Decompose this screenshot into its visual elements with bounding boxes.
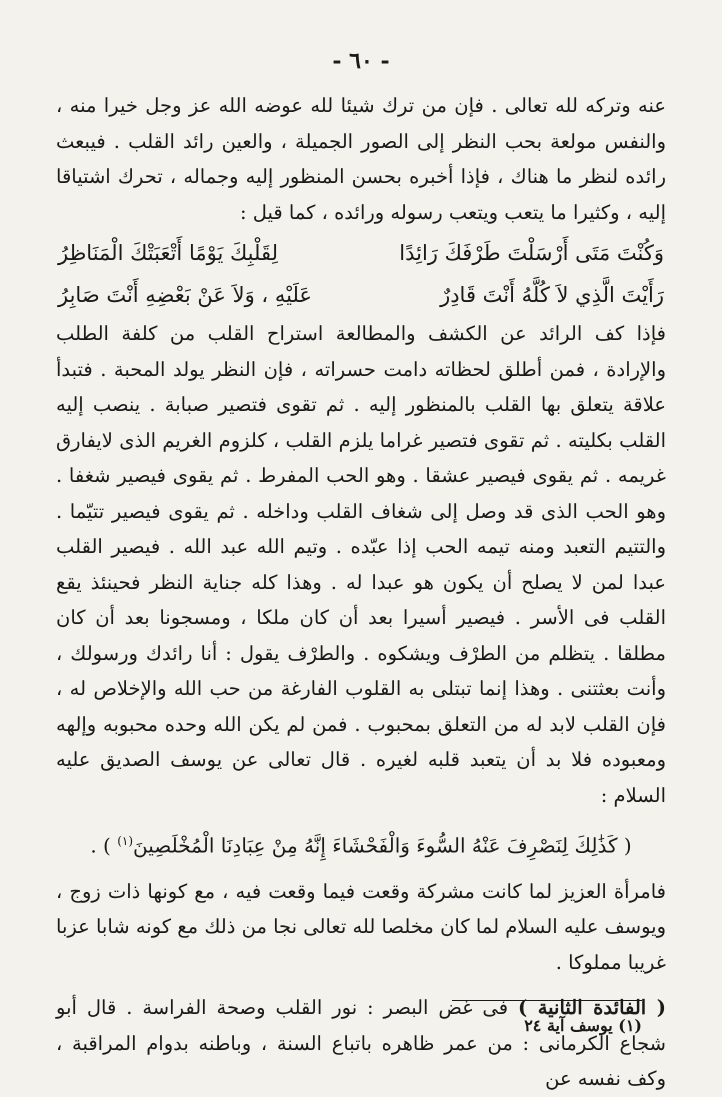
verse-2-second-hemistich: عَلَيْهِ ، وَلاَ عَنْ بَعْضِهِ أَنْتَ صَابِرُ — [58, 283, 312, 307]
poetry-verses — [56, 232, 666, 316]
footnote-divider — [452, 1000, 642, 1001]
paragraph-2: فإذا كف الرائد عن الكشف والمطالعة استراح القلب من كلفة الطلب والإرادة ، فمن أطلق لحظاته دامت حسراته ، فإن النظر يولد المحبة . فتبدأ علاقة يتعلق بها القلب بالمنظور إليه . ثم تقوى فتصير صبابة . ينصب إليه القلب بكليته . ثم تقوى فتصير غراما يلزم القلب ، كلزوم الغريم الذى لايفارق غريمه . ثم يقوى فيصير عشقا . وهو الحب المفرط . ثم يقوى فيصير شغفا . وهو الحب الذى قد وصل إلى شغاف القلب وداخله . ثم يقوى فيصير تتيّما . والتتيم التعبد ومنه تيمه الحب إذا عبّده . وتيم الله عبد الله . فيصير القلب عبدا لمن لا يصلح أن يكون هو عبدا له . وهذا كله جناية النظر فحينئذ يقع القلب فى الأسر . فيصير أسيرا بعد أن كان ملكا ، ومسجونا بعد أن كان مطلقا . يتظلم من الطرْف ويشكوه . والطرْف يقول : أنا رائدك ورسولك ، وأنت بعثتنى . وهذا إنما تبتلى به القلوب الفارغة من حب الله والإخلاص له ، فإن القلب لابد له من التعلق بمحبوب . فمن لم يكن الله وحده محبوبه وإلهه ومعبوده فلا بد أن يتعبد قلبه لغيره . قال تعالى عن يوسف الصديق عليه السلام : — [56, 322, 666, 807]
verse-1-second-hemistich: لِقَلْبِكَ يَوْمًا أَتْعَبَتْكَ الْمَنَاظِرُ — [58, 241, 278, 265]
paragraph-4-text: فى غض البصر : نور القلب وصحة الفراسة . قال أبو شجاع الكرمانى : من عمر ظاهره باتباع السنة ، وباطنه بدوام المراقبة ، وكف نفسه عن — [56, 996, 666, 1091]
paragraph-4 — [56, 990, 666, 1097]
footnote: (١) يوسف آية ٢٤ — [524, 1016, 642, 1035]
paragraph-1: عنه وتركه لله تعالى . فإن من ترك شيئا لله عوضه الله عز وجل خيرا منه ، والنفس مولعة بحب النظر إلى الصور الجميلة ، والعين رائد القلب . فيبعث رائده لنظر ما هناك ، فإذا أخبره بحسن المنظور إليه وجماله ، تحرك اشتياقا إليه ، وكثيرا ما يتعب ويتعب رسوله ورائده ، كما قيل : — [56, 94, 666, 224]
verse-2-first-hemistich: رَأَيْتَ الَّذِي لاَ كُلَّهُ أَنْتَ قَادِرٌ — [440, 283, 664, 307]
spacer — [56, 980, 666, 990]
paragraph-3: فامرأة العزيز لما كانت مشركة وقعت فيما وقعت فيه ، مع كونها ذات زوج ، ويوسف عليه السلام لما كان مخلصا لله تعالى نجا من ذلك مع كونه شابا عزبا غريبا مملوكا . — [56, 879, 666, 974]
verse-line-2 — [56, 274, 666, 316]
page-number: - ٦٠ - — [332, 48, 390, 74]
quran-close: ) . — [90, 833, 118, 858]
quran-verse — [56, 819, 666, 868]
verse-1-first-hemistich: وَكُنْتَ مَتَى أَرْسَلْتَ طَرْفَكَ رَائِدًا — [399, 241, 664, 265]
section-heading: ( الفائدة الثانية ) — [517, 996, 666, 1020]
footnote-marker: (١) — [117, 834, 134, 848]
quran-text: ( كَذَٰلِكَ لِنَصْرِفَ عَنْهُ السُّوءَ وَالْفَحْشَاءَ إِنَّهُ مِنْ عِبَادِنَا الْمُخْلَصِينَ — [133, 833, 632, 858]
verse-line-1 — [56, 232, 666, 274]
